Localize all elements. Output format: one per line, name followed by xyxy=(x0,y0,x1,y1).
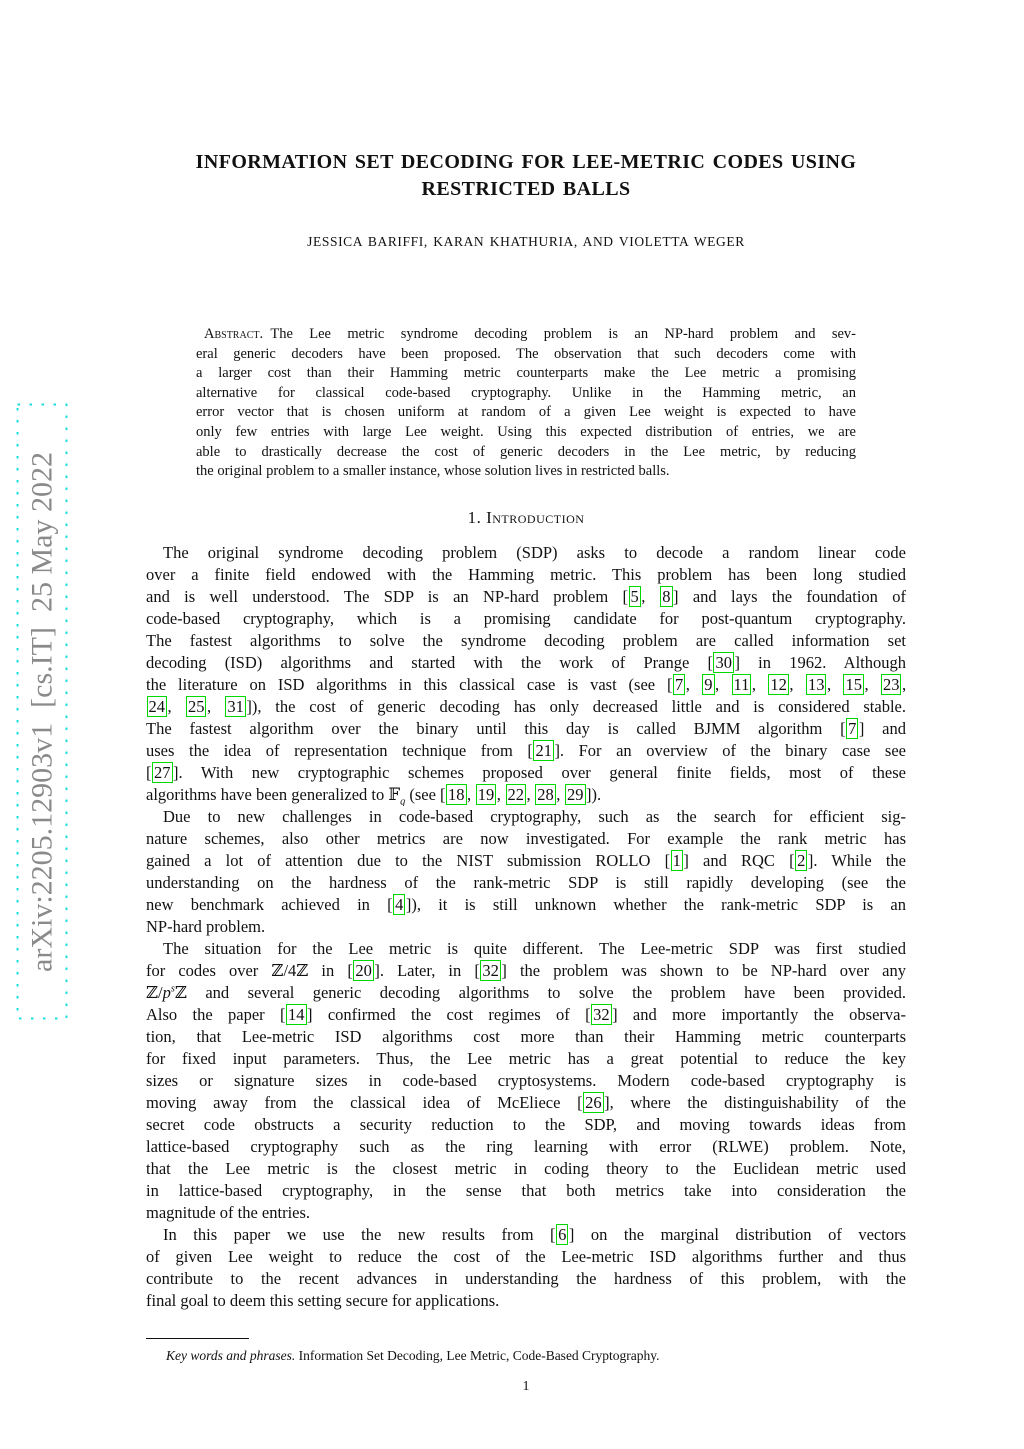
paper-title-line-2: RESTRICTED BALLS xyxy=(421,178,631,200)
text-line: lattice-based cryptography such as the ring learning with error (RLWE) problem. Note, xyxy=(146,1137,906,1156)
paper-title-line-1: INFORMATION SET DECODING FOR LEE-METRIC CODES USING xyxy=(195,151,857,173)
text-line: final goal to deem this setting secure for applications. xyxy=(146,1291,500,1310)
math-symbol: ℤ xyxy=(146,983,159,1002)
text-line: for fixed input parameters. Thus, the Lee metric has a great potential to reduce the key xyxy=(146,1049,906,1068)
citation-link[interactable]: 21 xyxy=(535,741,552,760)
body-text xyxy=(146,542,906,1312)
text-line: algorithms have been generalized to 𝔽$_q$ (see [ 18 , 19 , 22 , 28 , 29 ]). xyxy=(146,785,602,806)
text-line: decoding (ISD) algorithms and started with the work of Prange [ 30 ] in 1962. Although xyxy=(146,653,906,672)
text-line: in lattice-based cryptography, in the sense that both metrics take into consideration the xyxy=(146,1181,906,1200)
authors-line: JESSICA BARIFFI, KARAN KHATHURIA, AND VIOLETTA WEGER xyxy=(307,234,745,249)
text-line: The fastest algorithms to solve the syndrome decoding problem are called information set xyxy=(146,631,906,650)
text-line: sizes or signature sizes in code-based cryptosystems. Modern code-based cryptography is xyxy=(146,1071,906,1090)
citation-link[interactable]: 26 xyxy=(585,1093,602,1112)
citation-link[interactable]: 32 xyxy=(482,961,499,980)
citation-link[interactable]: 2 xyxy=(797,851,806,870)
arxiv-stamp xyxy=(16,403,68,1020)
citation-link[interactable]: 24 xyxy=(148,697,165,716)
math-symbol: ℤ xyxy=(174,983,187,1002)
citation-link[interactable]: 25 xyxy=(187,697,205,716)
math-symbol: ℤ xyxy=(271,961,284,980)
text-line: the original problem to a smaller instance, whose solution lives in restricted balls. xyxy=(196,463,670,480)
paper-title xyxy=(146,149,906,203)
text-line: eral generic decoders have been proposed. The observation that such decoders come with xyxy=(196,345,856,362)
citation-link[interactable]: 29 xyxy=(567,785,584,804)
section-heading: 1. Introduction xyxy=(467,508,585,527)
text-line: Due to new challenges in code-based cryptography, such as the search for efficient sig- xyxy=(163,807,906,826)
citation-link[interactable]: 7 xyxy=(848,719,857,738)
arxiv-stamp-text: arXiv:2205.12903v1 [cs.IT] 25 May 2022 xyxy=(25,451,58,972)
page-number: 1 xyxy=(522,1379,530,1394)
text-line: 24 , 25 , 31 ]), the cost of generic decoding has only decreased little and is considered stable. xyxy=(148,697,906,716)
text-line: nature schemes, also other metrics are now investigated. For example the rank metric has xyxy=(146,829,906,848)
text-line: In this paper we use the new results from [ 6 ] on the marginal distribution of vectors xyxy=(163,1225,906,1244)
citation-link[interactable]: 12 xyxy=(770,675,787,694)
citation-link[interactable]: 23 xyxy=(882,675,900,694)
small-caps-label: Abstract. xyxy=(204,326,264,342)
text-line: that the Lee metric is the closest metric in coding theory to the Euclidean metric used xyxy=(146,1159,906,1178)
text-line: able to drastically decrease the cost of generic decoders in the Lee metric, by reducing xyxy=(196,443,856,460)
text-line: Also the paper [ 14 ] confirmed the cost regimes of [ 32 ] and more importantly the observa- xyxy=(146,1005,906,1024)
text-line: new benchmark achieved in [ 4 ]), it is still unknown whether the rank-metric SDP is an xyxy=(146,895,906,914)
text-line: uses the idea of representation technique from [ 21 ]. For an overview of the binary case see xyxy=(146,741,906,760)
citation-link[interactable]: 8 xyxy=(662,587,671,606)
math-symbol: ℤ xyxy=(296,961,309,980)
footnote-rule xyxy=(146,1338,249,1339)
citation-link[interactable]: 20 xyxy=(355,961,372,980)
text-line: over a finite field endowed with the Hamming metric. This problem has been long studied xyxy=(146,565,906,584)
citation-link[interactable]: 15 xyxy=(845,675,862,694)
citation-link[interactable]: 4 xyxy=(395,895,404,914)
text-line: contribute to the recent advances in understanding the hardness of this problem, with the xyxy=(146,1269,906,1288)
text-line: alternative for classical code-based cryptography. Unlike in the Hamming metric, an xyxy=(196,384,856,401)
citation-link[interactable]: 13 xyxy=(807,675,825,694)
citation-link[interactable]: 22 xyxy=(507,785,525,804)
abstract-block xyxy=(196,325,856,482)
text-line: only few entries with large Lee weight. Using this expected distribution of entries, we are xyxy=(196,423,856,440)
text-line: understanding on the hardness of the rank-metric SDP is still rapidly developing (see the xyxy=(146,873,906,892)
citation-link[interactable]: 28 xyxy=(537,785,554,804)
citation-link[interactable]: 14 xyxy=(288,1005,305,1024)
text-line: gained a lot of attention due to the NIST submission ROLLO [ 1 ] and RQC [ 2 ]. While the xyxy=(146,851,906,870)
keywords-line xyxy=(146,1347,906,1364)
text-line: code-based cryptography, which is a promising candidate for post-quantum cryptography. xyxy=(146,609,906,628)
text-line: The fastest algorithm over the binary until this day is called BJMM algorithm [ 7 ] and xyxy=(146,719,906,738)
citation-link[interactable]: 9 xyxy=(704,675,713,694)
paragraph xyxy=(146,1224,906,1312)
math-symbol: s xyxy=(170,983,175,995)
text-line: tion, that Lee-metric ISD algorithms cost more than their Hamming metric counterparts xyxy=(146,1027,906,1046)
citation-link[interactable]: 7 xyxy=(674,675,684,694)
footnote xyxy=(146,1347,906,1364)
math-symbol: p xyxy=(162,983,171,1002)
citation-link[interactable]: 18 xyxy=(448,785,465,804)
citation-link[interactable]: 32 xyxy=(593,1005,610,1024)
text-line: moving away from the classical idea of McEliece [ 26 ], where the distinguishability of the xyxy=(146,1093,906,1112)
citation-link[interactable]: 6 xyxy=(558,1225,567,1244)
text-line: error vector that is chosen uniform at random of a given Lee weight is expected to have xyxy=(196,404,856,421)
text-line: Abstract. The Lee metric syndrome decoding problem is an NP-hard problem and sev- xyxy=(204,326,856,342)
citation-link[interactable]: 27 xyxy=(154,763,171,782)
text-line: a larger cost than their Hamming metric counterparts make the Lee metric a promising xyxy=(196,365,856,382)
text-line: for codes over ℤ/4ℤ in [ 20 ]. Later, in [ 32 ] the problem was shown to be NP-hard over any xyxy=(146,961,906,980)
paragraph xyxy=(146,938,906,1224)
keywords-label: Key words and phrases. xyxy=(166,1348,296,1363)
text-line: secret code obstructs a security reduction to the SDP, and moving towards ideas from xyxy=(146,1115,906,1134)
citation-link[interactable]: 19 xyxy=(477,785,495,804)
text-line: The original syndrome decoding problem (SDP) asks to decode a random linear code xyxy=(163,543,906,562)
text-line: and is well understood. The SDP is an NP-hard problem [ 5 , 8 ] and lays the foundation of xyxy=(146,587,906,606)
paragraph xyxy=(146,806,906,938)
text-line: of given Lee weight to reduce the cost of the Lee-metric ISD algorithms further and thus xyxy=(146,1247,906,1266)
text-line: NP-hard problem. xyxy=(146,917,266,936)
math-symbol: 𝔽 xyxy=(388,785,401,804)
paragraph xyxy=(146,542,906,806)
keywords-text: Information Set Decoding, Lee Metric, Code-Based Cryptography. xyxy=(295,1348,660,1363)
math-symbol: q xyxy=(400,796,406,806)
text-line: the literature on ISD algorithms in this classical case is vast (see [ 7 , 9 , 11 , 12 , 13 , 15 , 23 , xyxy=(146,675,906,694)
text-line: [ 27 ]. With new cryptographic schemes proposed over general finite fields, most of these xyxy=(146,763,906,782)
citation-link[interactable]: 31 xyxy=(227,697,244,716)
citation-link[interactable]: 30 xyxy=(715,653,732,672)
citation-link[interactable]: 5 xyxy=(630,587,639,606)
citation-link[interactable]: 11 xyxy=(733,675,750,694)
text-line: The situation for the Lee metric is quite different. The Lee-metric SDP was first studied xyxy=(163,939,906,958)
citation-link[interactable]: 1 xyxy=(672,851,681,870)
text-line: magnitude of the entries. xyxy=(146,1203,311,1222)
text-line: $ℤ/p^sℤ$ and several generic decoding algorithms to solve the problem have been provided. xyxy=(146,983,906,1002)
